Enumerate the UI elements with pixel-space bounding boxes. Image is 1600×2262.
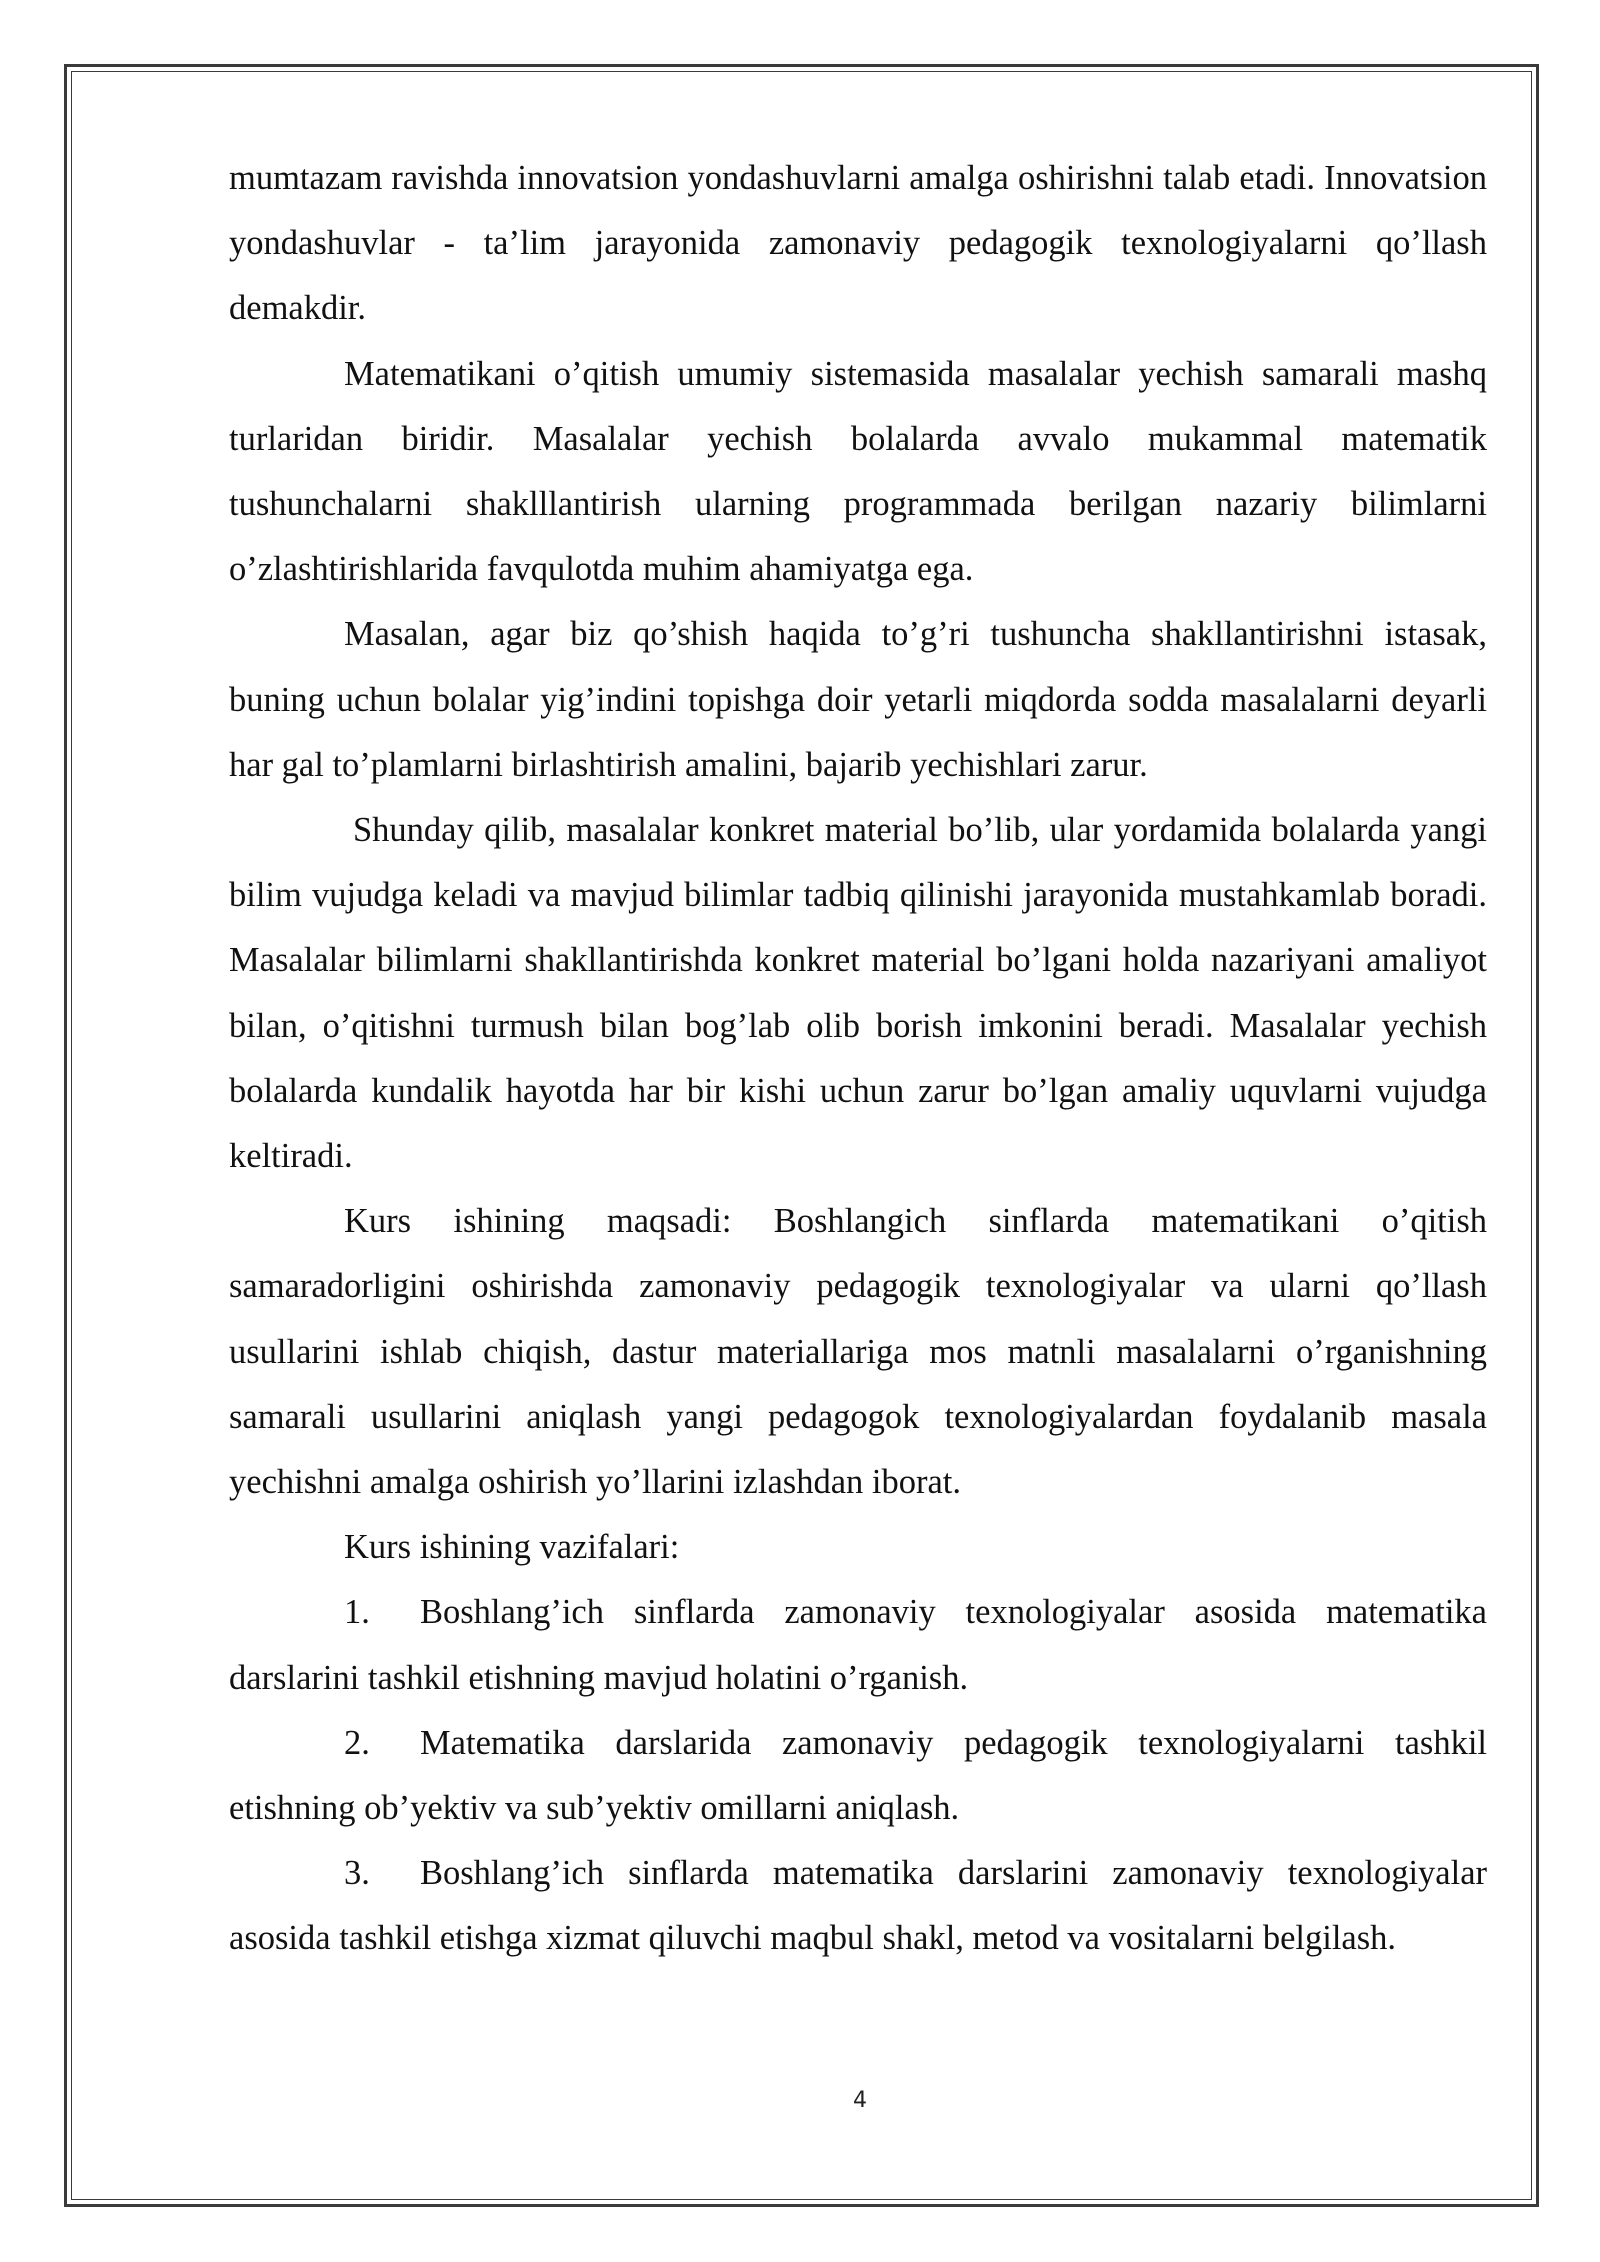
- page-number: 4: [853, 2088, 867, 2113]
- paragraph-course-goal: Kurs ishining maqsadi: Boshlangich sinflarda matematikani o’qitish samaradorligini oshirishda zamonaviy pedagogik texnologiyalar va ularni qo’llash usullarini ishlab chiqish, dastur materiallariga mos matnli masalalarni o’rganishning samarali usullarini aniqlash yangi pedagogok texnologiyalardan foydalanib masala yechishni amalga oshirish yo’llarini izlashdan iborat.: [229, 1202, 1487, 1502]
- paragraph-continuation: mumtazam ravishda innovatsion yondashuvlarni amalga oshirishni talab etadi. Innovatsion yondashuvlar - ta’lim jarayonida zamonaviy pedagogik texnologiyalarni qo’llash demakdir.: [229, 159, 1487, 328]
- list-item-number: 2.: [344, 1723, 370, 1762]
- list-item-number: 3.: [344, 1854, 370, 1893]
- document-body: [229, 146, 1487, 1972]
- list-item: [229, 1841, 1487, 1971]
- paragraph-example-addition: Masalan, agar biz qo’shish haqida to’g’ri tushuncha shakllantirishni istasak, buning uchun bolalar yig’indini topishga doir yetarli miqdorda sodda masalalarni deyarli har gal to’plamlarni birlashtirish amalini, bajarib yechishlari zarur.: [229, 615, 1487, 784]
- list-item-text: Boshlang’ich sinflarda matematika darslarini zamonaviy texnologiyalar asosida tashkil etishga xizmat qiluvchi maqbul shakl, metod va vositalarni belgilash.: [229, 1854, 1487, 1958]
- paragraph-tasks-heading: Kurs ishining vazifalari:: [344, 1528, 680, 1567]
- list-item: [229, 1580, 1487, 1710]
- list-item-number: 1.: [344, 1593, 370, 1632]
- list-item-text: Boshlang’ich sinflarda zamonaviy texnologiyalar asosida matematika darslarini tashkil etishning mavjud holatini o’rganish.: [229, 1593, 1487, 1697]
- paragraph-problem-solving: Matematikani o’qitish umumiy sistemasida masalalar yechish samarali mashq turlaridan biridir. Masalalar yechish bolalarda avvalo mukammal matematik tushunchalarni shaklllantirish ularning programmada berilgan nazariy bilimlarni o’zlashtirishlarida favqulotda muhim ahamiyatga ega.: [229, 354, 1487, 589]
- list-item-text: Matematika darslarida zamonaviy pedagogik texnologiyalarni tashkil etishning ob’yektiv va sub’yektiv omillarni aniqlash.: [229, 1723, 1487, 1828]
- list-item: [229, 1711, 1487, 1841]
- paragraph-summary: Shunday qilib, masalalar konkret material bo’lib, ular yordamida bolalarda yangi bilim vujudga keladi va mavjud bilimlar tadbiq qilinishi jarayonida mustahkamlab boradi. Masalalar bilimlarni shakllantirishda konkret material bo’lgani holda nazariyani amaliyot bilan, o’qitishni turmush bilan bog’lab olib borish imkonini beradi. Masalalar yechish bolalarda kundalik hayotda har bir kishi uchun zarur bo’lgan amaliy uquvlarni vujudga keltiradi.: [229, 811, 1487, 1176]
